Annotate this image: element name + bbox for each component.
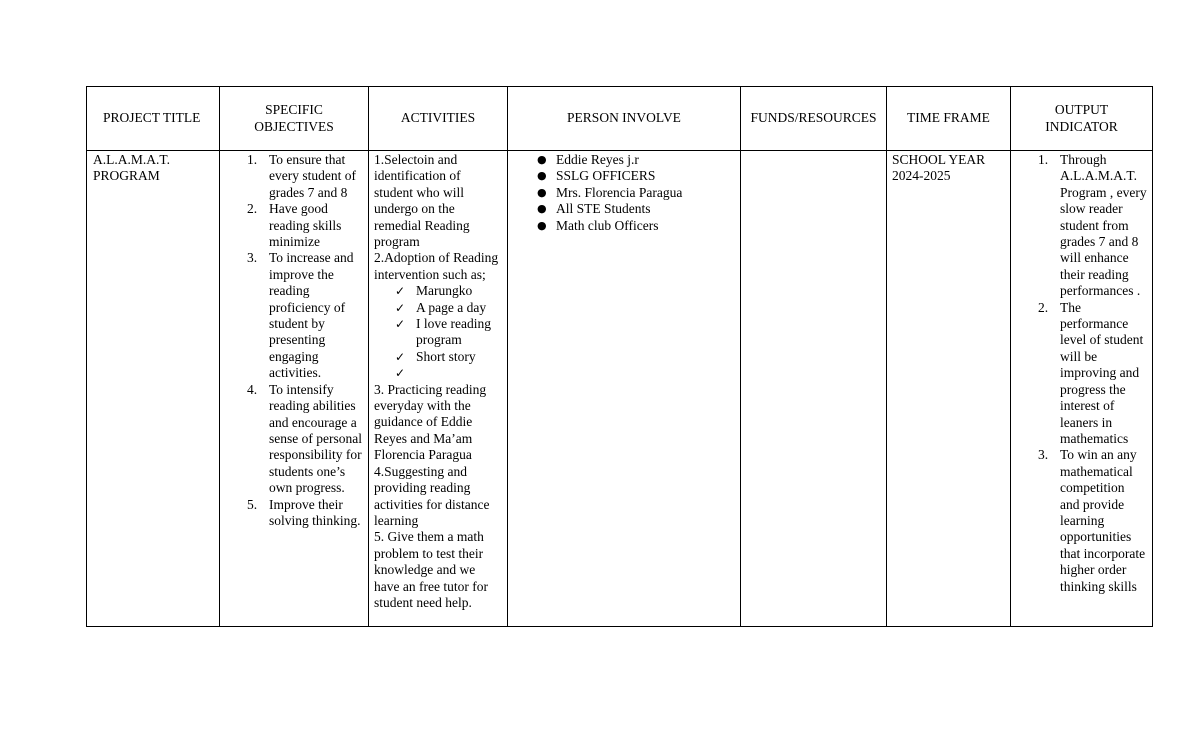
objective-item — [225, 382, 363, 497]
bullet-icon: ● — [537, 185, 547, 199]
output-number: 2. — [1038, 299, 1049, 315]
cell-person-involve — [508, 151, 741, 627]
checkmark-icon: ✓ — [395, 317, 406, 332]
bullet-icon: ● — [537, 202, 547, 216]
checkmark-icon: ✓ — [395, 300, 406, 315]
header-funds-resources: FUNDS/RESOURCES — [741, 87, 887, 151]
activity-3: 3. Practicing reading everyday with the guidance of Eddie Reyes and Ma’am Florencia Paragua — [374, 381, 487, 463]
check-item-text: Marungko — [416, 283, 473, 299]
header-project-title: PROJECT TITLE — [87, 87, 220, 151]
output-number: 3. — [1038, 447, 1049, 463]
activity-1: 1.Selectoin and identification of student who will undergo on the remedial Reading program — [374, 152, 470, 250]
activity-2: 2.Adoption of Reading intervention such as; — [374, 250, 499, 282]
header-time-frame: TIME FRAME — [887, 87, 1011, 151]
objective-text: Improve their solving thinking. — [269, 496, 361, 528]
person-item — [513, 152, 735, 168]
reading-intervention-list — [374, 283, 502, 381]
objective-item — [225, 152, 363, 201]
bullet-icon: ● — [537, 153, 547, 166]
output-number: 1. — [1038, 152, 1049, 167]
bullet-icon: ● — [537, 169, 547, 183]
cell-project-title — [87, 151, 220, 627]
objective-item — [225, 497, 363, 530]
person-item — [513, 218, 735, 234]
check-item — [374, 365, 502, 381]
objective-number: 4. — [247, 381, 258, 397]
person-name: Mrs. Florencia Paragua — [556, 184, 683, 200]
cell-funds-resources — [741, 151, 887, 627]
activity-5: 5. Give them a math problem to test their knowledge and we have an free tutor for student need help. — [374, 529, 488, 610]
objective-item — [225, 201, 363, 250]
person-item — [513, 201, 735, 217]
objective-text: To increase and improve the reading proficiency of student by presenting engaging activities. — [269, 250, 354, 381]
objective-number: 1. — [247, 152, 258, 167]
objective-text: To ensure that every student of grades 7 and 8 — [269, 152, 356, 200]
check-item — [374, 349, 502, 365]
objective-number: 5. — [247, 496, 258, 512]
person-name: Eddie Reyes j.r — [556, 152, 639, 167]
table-row — [87, 151, 1153, 627]
output-item — [1016, 152, 1147, 300]
cell-output-indicator — [1011, 151, 1153, 627]
output-text: To win an any mathematical competition and provide learning opportunities that incorporate higher order thinking skills — [1060, 447, 1146, 594]
header-output-indicator-line2: INDICATOR — [1045, 118, 1118, 134]
check-item — [374, 316, 502, 349]
objectives-list — [225, 152, 363, 529]
person-item — [513, 185, 735, 201]
check-item-text: A page a day — [416, 299, 487, 315]
header-output-indicator-line1: OUTPUT — [1054, 102, 1109, 118]
check-item — [374, 300, 502, 316]
header-row — [87, 87, 1153, 151]
bullet-icon: ● — [537, 218, 547, 232]
output-item — [1016, 300, 1147, 448]
header-activities: ACTIVITIES — [369, 87, 508, 151]
output-item — [1016, 447, 1147, 595]
cell-specific-objectives — [220, 151, 369, 627]
objective-number: 2. — [247, 201, 258, 217]
check-item-text: Short story — [416, 348, 476, 364]
header-output-indicator — [1011, 87, 1153, 151]
person-item — [513, 168, 735, 184]
time-frame-line2: 2024-2025 — [892, 168, 951, 184]
cell-time-frame — [887, 151, 1011, 627]
persons-list — [513, 152, 735, 234]
objective-item — [225, 250, 363, 381]
project-title-line2: PROGRAM — [93, 168, 160, 184]
person-name: All STE Students — [556, 201, 651, 217]
action-plan-table — [86, 86, 1153, 627]
activity-4: 4.Suggesting and providing reading activities for distance learning — [374, 463, 490, 528]
check-item-text: I love reading program — [416, 316, 491, 348]
person-name: SSLG OFFICERS — [556, 168, 656, 184]
objective-number: 3. — [247, 250, 258, 266]
objective-text: To intensify reading abilities and encourage a sense of personal responsibility for students one’s own progress. — [269, 381, 362, 496]
header-specific-objectives — [220, 87, 369, 151]
cell-activities — [369, 151, 508, 627]
output-text: The performance level of student will be improving and progress the interest of leaners in mathematics — [1060, 299, 1144, 446]
header-specific-objectives-line1: SPECIFIC — [265, 102, 323, 118]
header-person-involve: PERSON INVOLVE — [508, 87, 741, 151]
output-text: Through A.L.A.M.A.T. Program , every slow reader student from grades 7 and 8 will enhance their reading performances . — [1060, 152, 1147, 299]
header-specific-objectives-line2: OBJECTIVES — [254, 118, 334, 134]
objective-text: Have good reading skills minimize — [269, 201, 342, 250]
outputs-list — [1016, 152, 1147, 595]
time-frame-line1: SCHOOL YEAR — [892, 152, 986, 167]
checkmark-icon: ✓ — [395, 349, 406, 364]
check-item — [374, 283, 502, 299]
checkmark-icon: ✓ — [395, 366, 406, 381]
checkmark-icon: ✓ — [395, 284, 406, 299]
person-name: Math club Officers — [556, 217, 659, 233]
project-title-line1: A.L.A.M.A.T. — [93, 152, 170, 167]
